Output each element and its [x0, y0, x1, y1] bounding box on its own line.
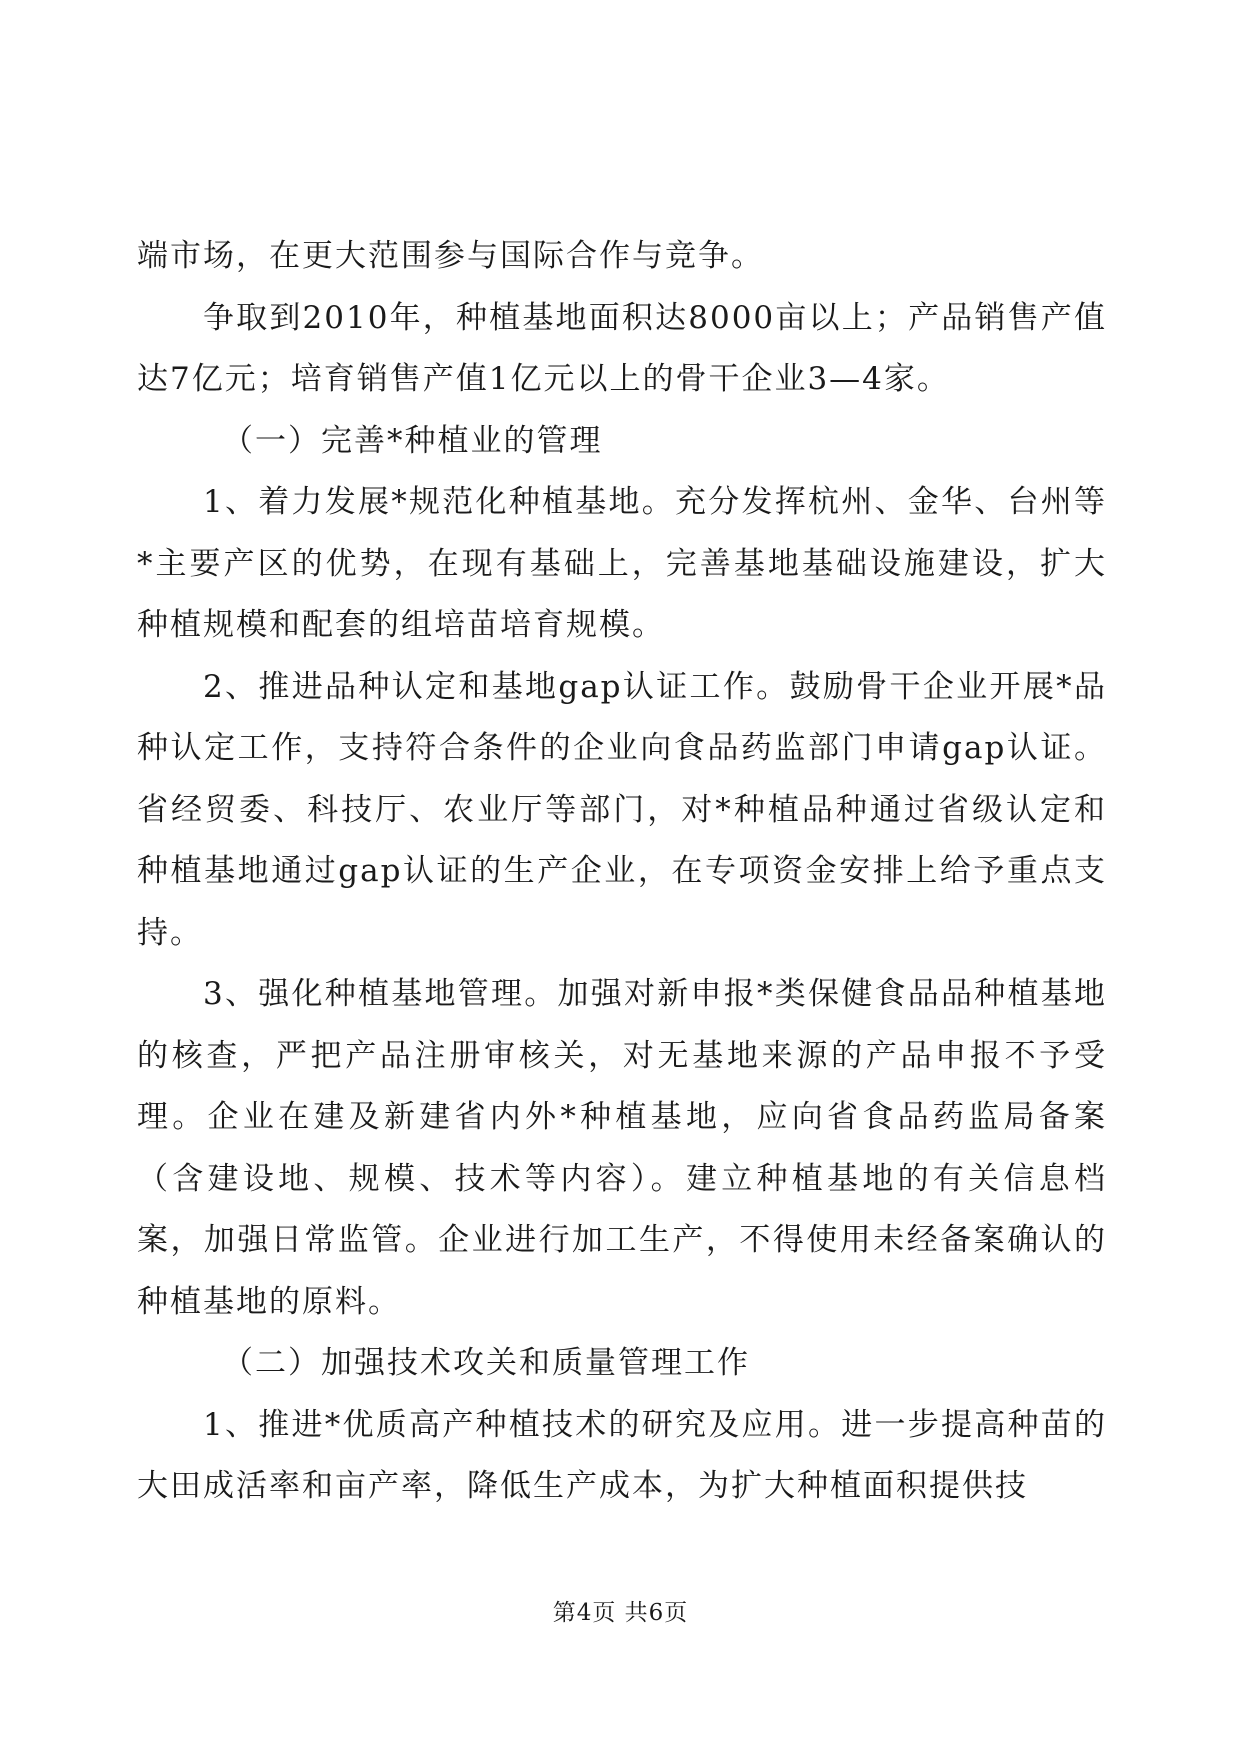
- paragraph-item-3: 3、强化种植基地管理。加强对新申报*类保健食品品种植基地的核查，严把产品注册审核关，对无基地来源的产品申报不予受理。企业在建及新建省内外*种植基地，应向省食品药监局备案（含建设地、规模、技术等内容）。建立种植基地的有关信息档案，加强日常监管。企业进行加工生产，不得使用未经备案确认的种植基地的原料。: [137, 976, 1107, 1320]
- section-heading-2: （二）加强技术攻关和质量管理工作: [222, 1345, 750, 1381]
- page-number-footer: 第4页 共6页: [552, 1600, 689, 1626]
- section-heading-1: （一）完善*种植业的管理: [222, 422, 603, 459]
- paragraph-item-4: 1、推进*优质高产种植技术的研究及应用。进一步提高种苗的大田成活率和亩产率，降低生产成本，为扩大种植面积提供技: [137, 1406, 1107, 1504]
- paragraph-continuation: 端市场，在更大范围参与国际合作与竞争。: [137, 238, 764, 274]
- paragraph-item-2: 2、推进品种认定和基地gap认证工作。鼓励骨干企业开展*品种认定工作，支持符合条件的企业向食品药监部门申请gap认证。省经贸委、科技厅、农业厅等部门，对*种植品种通过省级认定和种植基地通过gap认证的生产企业，在专项资金安排上给予重点支持。: [137, 668, 1107, 951]
- document-body: [137, 226, 1107, 1518]
- paragraph-goals: 争取到2010年，种植基地面积达8000亩以上；产品销售产值达7亿元；培育销售产值1亿元以上的骨干企业3—4家。: [137, 299, 1107, 397]
- paragraph-item-1: 1、着力发展*规范化种植基地。充分发挥杭州、金华、台州等*主要产区的优势，在现有基础上，完善基地基础设施建设，扩大种植规模和配套的组培苗培育规模。: [137, 484, 1107, 643]
